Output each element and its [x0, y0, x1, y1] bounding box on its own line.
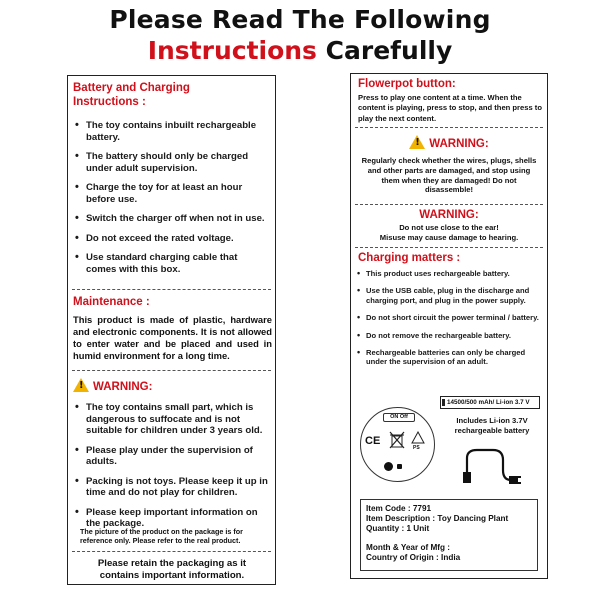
product-info-box — [360, 499, 538, 571]
maintenance-title: Maintenance : — [73, 296, 150, 308]
warning-list — [70, 402, 270, 530]
on-label: ON — [390, 414, 399, 420]
list-item: • Packing is not toys. Please keep it up in time and do not play for children. — [70, 476, 270, 499]
list-item: • Switch the charger off when not in use. — [70, 213, 270, 225]
warning-2-line2: Misuse may cause damage to hearing. — [379, 233, 519, 242]
reference-note: The picture of the product on the package is for reference only. Please refer to the real product. — [80, 527, 243, 545]
battery-title-line1: Battery and Charging — [73, 82, 190, 94]
warning-title: WARNING: — [93, 381, 153, 393]
flowerpot-button-icon — [384, 462, 393, 471]
recycle-bin-icon — [389, 431, 405, 454]
right-instruction-panel — [350, 73, 548, 579]
header-line-2 — [0, 35, 600, 66]
warning-triangle-icon — [409, 135, 425, 149]
includes-battery-text: Includes Li-ion 3.7V rechargeable battery — [454, 416, 530, 435]
warning-heading — [73, 377, 152, 395]
header-line-1: Please Read The Following — [109, 5, 491, 34]
warning-triangle-icon — [73, 378, 89, 392]
flowerpot-title: Flowerpot button: — [358, 78, 456, 90]
battery-section-title — [73, 81, 271, 109]
warning-list-wrap — [70, 402, 270, 530]
list-item: • Please keep important information on the package. — [70, 507, 270, 530]
device-base-diagram — [360, 407, 435, 482]
charging-list — [354, 269, 544, 367]
divider — [72, 370, 271, 371]
charging-title: Charging matters : — [358, 252, 461, 264]
quantity: Quantity : 1 Unit — [366, 524, 430, 534]
list-item: • This product uses rechargeable battery. — [354, 269, 544, 278]
list-item: • Please play under the supervision of adults. — [70, 445, 270, 468]
divider — [355, 247, 543, 248]
ps-label: PS — [413, 445, 420, 451]
list-item: • Charge the toy for at least an hour before use. — [70, 182, 270, 205]
item-code: Item Code : 7791 — [366, 504, 432, 513]
list-item: • The battery should only be charged under adult supervision. — [70, 151, 270, 174]
maintenance-text: This product is made of plastic, hardware and electronic components. It is not allowed to enter water and be placed and used in humid environment for a long time. — [73, 314, 272, 361]
usb-cable-icon — [463, 446, 523, 491]
month-year-mfg: Month & Year of Mfg : — [366, 542, 450, 552]
battery-spec-tag: 14500/500 mAh/ Li-ion 3.7 V — [440, 396, 540, 409]
list-item: • Use the USB cable, plug in the discharge and charging port, and plug in the power supply. — [354, 286, 544, 305]
battery-list — [70, 120, 270, 275]
charging-list-wrap — [354, 269, 544, 367]
left-instruction-panel — [67, 75, 276, 585]
divider — [72, 551, 271, 552]
header-instructions: Instructions — [147, 36, 317, 65]
list-item: • Do not exceed the rated voltage. — [70, 233, 270, 245]
item-description: Item Description : Toy Dancing Plant — [366, 514, 509, 524]
ce-mark: CE — [365, 435, 381, 447]
warning-1-title: WARNING: — [429, 138, 489, 150]
country-of-origin: Country of Origin : India — [366, 552, 461, 562]
flowerpot-text: Press to play one content at a time. When the content is playing, press to stop, and then press to play the next content. — [358, 93, 542, 123]
warning-2-title: WARNING: — [419, 209, 479, 221]
page-header — [0, 4, 600, 66]
warning-1-text: Regularly check whether the wires, plugs, shells and other parts are damaged, and stop using them when they are damaged! Do not disassemble! — [361, 156, 537, 195]
power-switch — [383, 413, 415, 422]
warning-1-heading — [351, 134, 547, 152]
list-item: • Do not short circuit the power terminal / battery. — [354, 313, 544, 322]
list-item: • Rechargeable batteries can only be charged under the supervision of an adult. — [354, 348, 544, 367]
list-item: • Do not remove the rechargeable battery. — [354, 331, 544, 340]
header-carefully: Carefully — [325, 36, 453, 65]
retain-packaging-note: Please retain the packaging as it contains important information. — [97, 558, 247, 581]
battery-title-line2: Instructions : — [73, 96, 146, 108]
divider — [355, 127, 543, 128]
battery-list-wrap — [70, 120, 270, 275]
divider — [355, 204, 543, 205]
off-label: Off — [399, 414, 408, 420]
charging-port-icon — [397, 464, 402, 469]
list-item: • Use standard charging cable that comes with this box. — [70, 252, 270, 275]
divider — [72, 289, 271, 290]
list-item: • The toy contains small part, which is dangerous to suffocate and is not suitable for children under 3 years old. — [70, 402, 270, 437]
list-item: • The toy contains inbuilt rechargeable battery. — [70, 120, 270, 143]
warning-2-line1: Do not use close to the ear! — [399, 223, 499, 232]
